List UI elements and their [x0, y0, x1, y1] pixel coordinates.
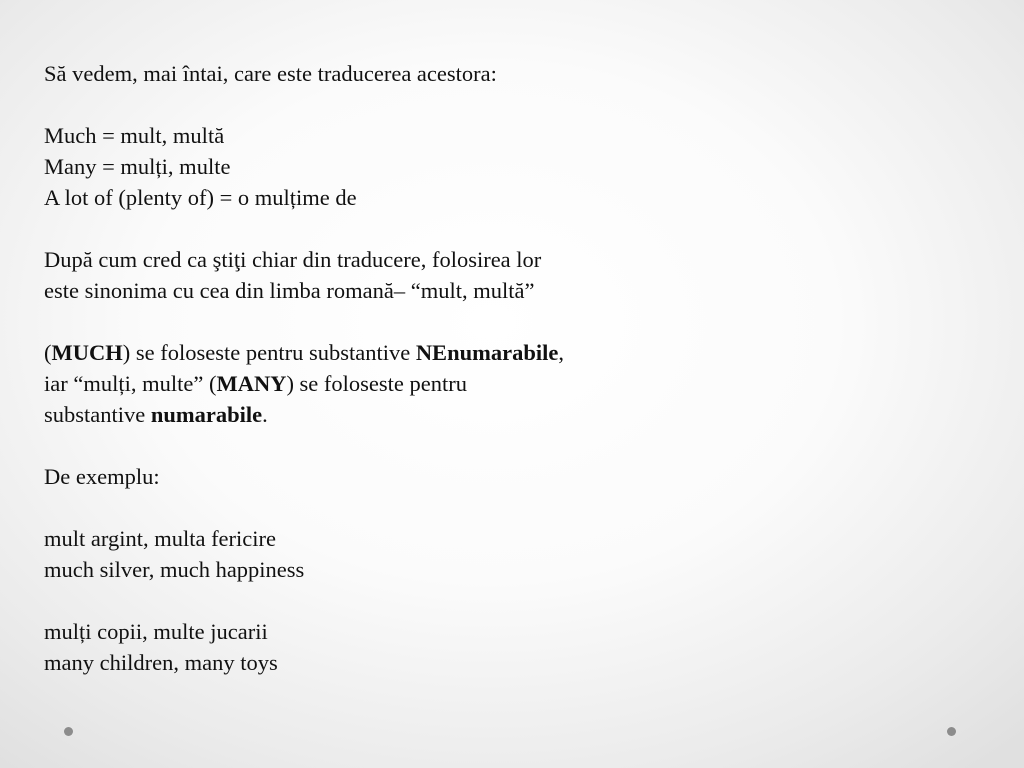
slide-body	[44, 58, 744, 678]
translation-many: Many = mulți, multe	[44, 154, 231, 179]
spacer	[44, 585, 744, 616]
numarabile-keyword: numarabile	[150, 402, 263, 427]
spacer	[44, 213, 744, 244]
example-1-english: much silver, much happiness	[44, 557, 305, 582]
usage-paragraph-line-2: este sinonima cu cea din limba romană– “mult, multă”	[44, 278, 535, 303]
translation-a-lot-of: A lot of (plenty of) = o mulțime de	[44, 185, 357, 210]
spacer	[44, 492, 744, 523]
rule-line-3: substantive numarabile.	[44, 402, 268, 427]
spacer	[44, 89, 744, 120]
usage-paragraph-line-1: După cum cred ca ştiţi chiar din traducere, folosirea lor	[44, 247, 542, 272]
spacer	[44, 306, 744, 337]
example-heading: De exemplu:	[44, 464, 160, 489]
example-2-english: many children, many toys	[44, 650, 278, 675]
many-keyword: MANY	[216, 371, 287, 396]
decorative-dot-right	[947, 727, 956, 736]
much-keyword: MUCH	[51, 340, 123, 365]
rule-line-1: (MUCH) se foloseste pentru substantive NEnumarabile,	[44, 340, 564, 365]
spacer	[44, 430, 744, 461]
intro-line: Să vedem, mai întai, care este traducerea acestora:	[44, 61, 497, 86]
nenumarabile-keyword: NEnumarabile	[415, 340, 559, 365]
rule-line-2: iar “mulți, multe” (MANY) se foloseste pentru	[44, 371, 468, 396]
translation-much: Much = mult, multă	[44, 123, 225, 148]
decorative-dot-left	[64, 727, 73, 736]
example-2-romanian: mulți copii, multe jucarii	[44, 619, 268, 644]
example-1-romanian: mult argint, multa fericire	[44, 526, 277, 551]
